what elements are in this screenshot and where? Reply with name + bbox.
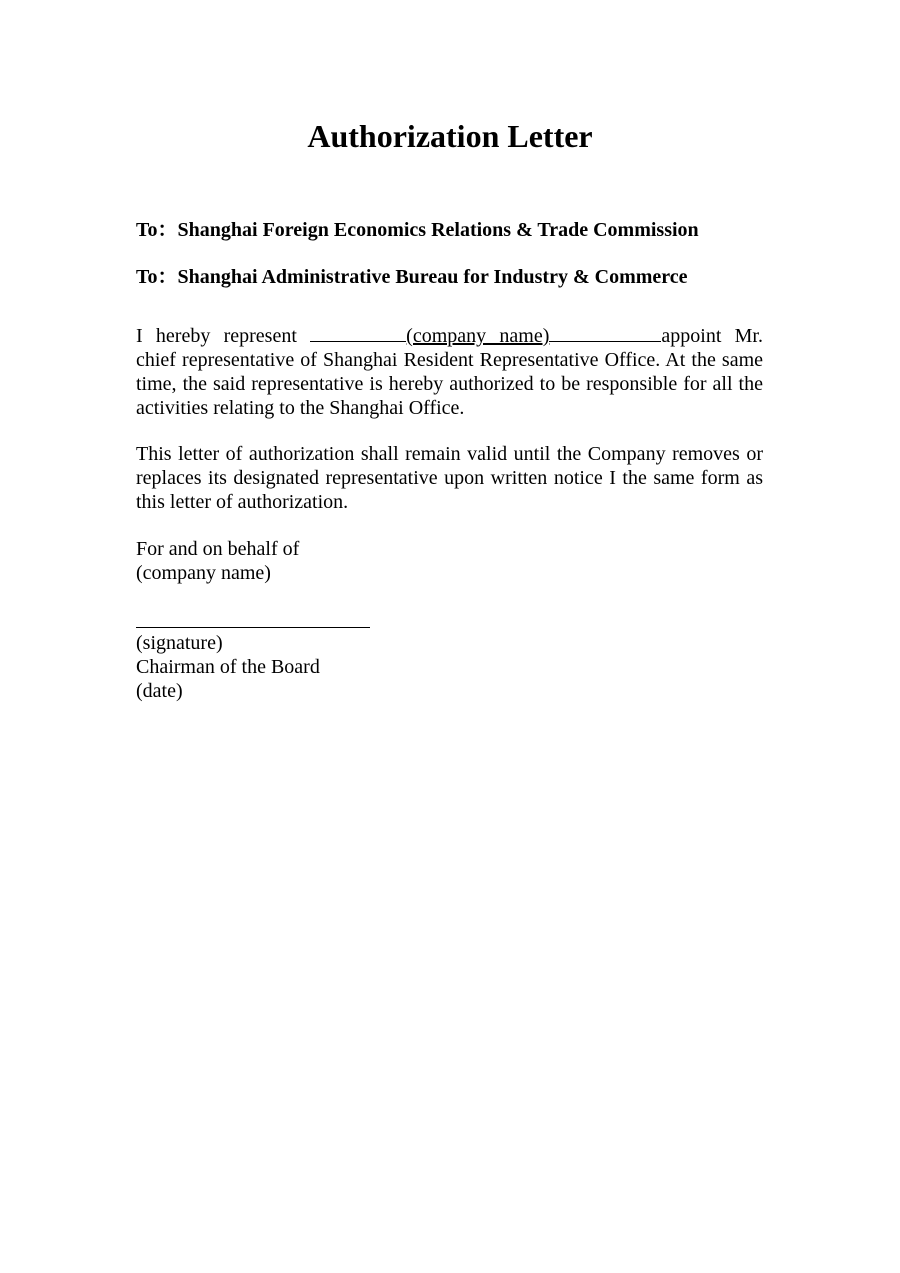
recipient-separator: ： (157, 266, 178, 288)
recipient-line-2 (136, 264, 776, 290)
recipient-prefix: To (136, 219, 158, 241)
document-title: Authorization Letter (307, 118, 593, 154)
closing-company-name: (company name) (136, 562, 271, 584)
signature-line (136, 627, 370, 628)
signature-label: (signature) (136, 632, 223, 654)
signer-role: Chairman of the Board (136, 656, 320, 678)
date-label: (date) (136, 680, 183, 702)
recipient-separator: ： (157, 219, 178, 241)
validity-paragraph: This letter of authorization shall remain valid until the Company removes or replaces its designated representative upon written notice I the same form as this letter of authorization. (136, 443, 763, 513)
recipient-name: Shanghai Administrative Bureau for Industry & Commerce (177, 266, 688, 288)
blank-line (310, 324, 406, 342)
recipient-name: Shanghai Foreign Economics Relations & Trade Commission (177, 219, 699, 241)
closing-line: For and on behalf of (136, 538, 300, 560)
paragraph-tail: appoint Mr. chief representative of Shanghai Resident Representative Office. At the same time, the said representative is hereby authorized to be responsible for all the activities relating to the Shanghai Office. (136, 325, 763, 419)
blank-line (549, 324, 661, 342)
appointment-paragraph (136, 324, 763, 420)
paragraph-lead: I hereby represent (136, 325, 311, 347)
company-name-placeholder: (company name) (406, 325, 550, 347)
recipient-line-1 (136, 217, 776, 243)
recipient-prefix: To (136, 266, 158, 288)
